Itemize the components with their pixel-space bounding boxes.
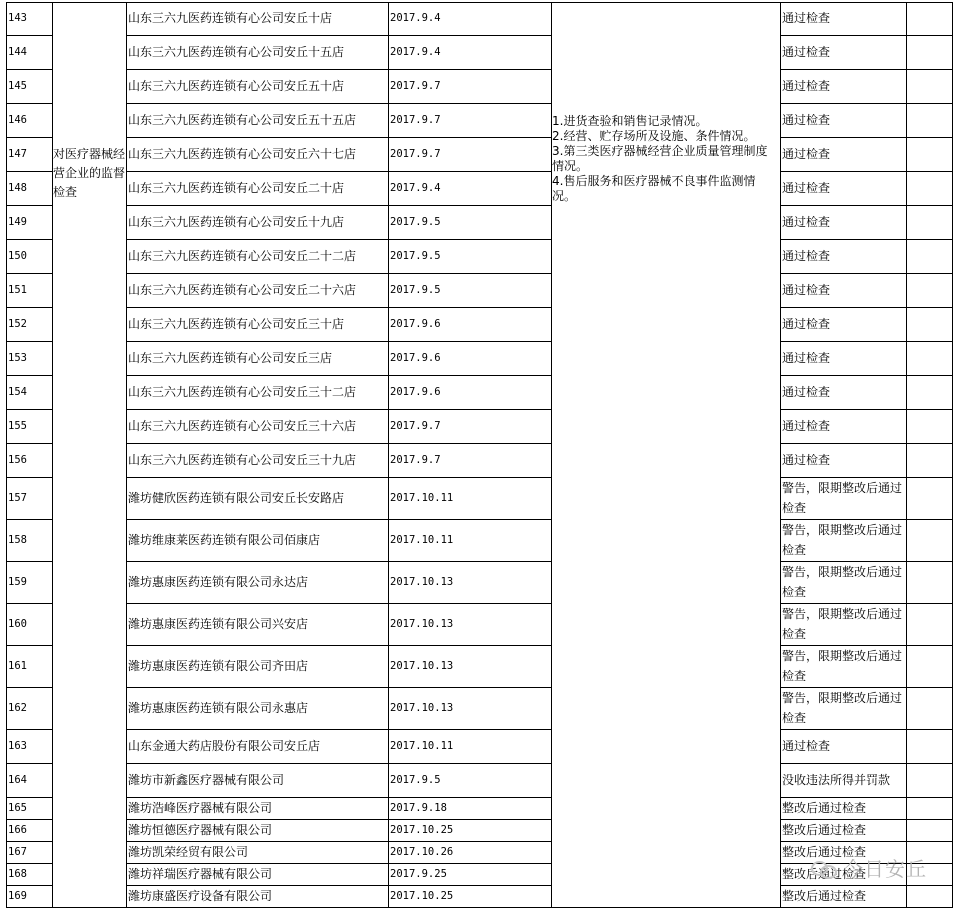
inspection-item: 3.第三类医疗器械经营企业质量管理制度情况。 — [552, 144, 768, 173]
company-name: 山东三六九医药连锁有心公司安丘十店 — [128, 11, 333, 25]
company-name: 山东三六九医药连锁有心公司安丘三十二店 — [128, 385, 357, 399]
inspection-date: 2017.9.18 — [390, 802, 447, 814]
inspection-result: 通过检查 — [782, 351, 831, 365]
row-number: 156 — [8, 454, 27, 466]
row-number: 151 — [8, 284, 27, 296]
inspection-date: 2017.10.13 — [390, 576, 454, 588]
inspection-date: 2017.10.25 — [390, 824, 454, 836]
inspection-date: 2017.9.7 — [390, 420, 441, 432]
row-number: 146 — [8, 114, 27, 126]
company-name: 山东三六九医药连锁有心公司安丘二十六店 — [128, 283, 357, 297]
inspection-result: 整改后通过检查 — [782, 845, 867, 859]
row-number: 149 — [8, 216, 27, 228]
inspection-result: 通过检查 — [782, 113, 831, 127]
inspection-date: 2017.10.26 — [390, 846, 454, 858]
row-number: 152 — [8, 318, 27, 330]
row-number: 160 — [8, 618, 27, 630]
row-number: 150 — [8, 250, 27, 262]
inspection-date: 2017.9.4 — [390, 12, 441, 24]
row-number: 143 — [8, 12, 27, 24]
inspection-date: 2017.9.5 — [390, 216, 441, 228]
table-row — [0, 69, 963, 103]
company-name: 山东三六九医药连锁有心公司安丘十九店 — [128, 215, 345, 229]
inspection-date: 2017.9.5 — [390, 774, 441, 786]
inspection-result: 没收违法所得并罚款 — [782, 773, 891, 787]
table-row — [0, 35, 963, 69]
row-number: 165 — [8, 802, 27, 814]
inspection-result: 警告，限期整改后通过检查 — [782, 649, 903, 683]
inspection-date: 2017.9.25 — [390, 868, 447, 880]
row-number: 162 — [8, 702, 27, 714]
inspection-result: 警告，限期整改后通过检查 — [782, 565, 903, 599]
inspection-result: 通过检查 — [782, 283, 831, 297]
inspection-result: 警告，限期整改后通过检查 — [782, 691, 903, 725]
table-row — [0, 239, 963, 273]
company-name: 潍坊惠康医药连锁有限公司齐田店 — [128, 659, 309, 673]
company-name: 潍坊恒德医疗器械有限公司 — [128, 823, 273, 837]
table-row — [0, 561, 963, 603]
table-row — [0, 341, 963, 375]
inspection-date: 2017.10.13 — [390, 702, 454, 714]
table-row — [0, 885, 963, 907]
table-row — [0, 797, 963, 819]
inspection-result: 警告，限期整改后通过检查 — [782, 607, 903, 641]
category-cell: 对医疗器械经营企业的监督检查 — [53, 147, 125, 199]
company-name: 潍坊惠康医药连锁有限公司永惠店 — [128, 701, 309, 715]
company-name: 潍坊浩峰医疗器械有限公司 — [128, 801, 273, 815]
company-name: 山东三六九医药连锁有心公司安丘五十五店 — [128, 113, 357, 127]
company-name: 山东三六九医药连锁有心公司安丘三十六店 — [128, 419, 357, 433]
company-name: 山东三六九医药连锁有心公司安丘三十九店 — [128, 453, 357, 467]
inspection-result: 通过检查 — [782, 739, 831, 753]
inspection-date: 2017.10.11 — [390, 740, 454, 752]
row-number: 148 — [8, 182, 27, 194]
table-row — [0, 645, 963, 687]
table-row — [0, 763, 963, 797]
row-number: 161 — [8, 660, 27, 672]
table-row — [0, 375, 963, 409]
company-name: 山东三六九医药连锁有心公司安丘六十七店 — [128, 147, 357, 161]
table-row — [0, 729, 963, 763]
company-name: 潍坊市新鑫医疗器械有限公司 — [128, 773, 285, 787]
company-name: 潍坊维康莱医药连锁有限公司佰康店 — [128, 533, 321, 547]
company-name: 山东三六九医药连锁有心公司安丘三十店 — [128, 317, 345, 331]
inspection-date: 2017.9.7 — [390, 114, 441, 126]
company-name: 潍坊健欣医药连锁有限公司安丘长安路店 — [128, 491, 345, 505]
row-number: 169 — [8, 890, 27, 902]
row-number: 166 — [8, 824, 27, 836]
inspection-result: 警告，限期整改后通过检查 — [782, 481, 903, 515]
inspection-result: 通过检查 — [782, 79, 831, 93]
inspection-result: 整改后通过检查 — [782, 823, 867, 837]
inspection-result: 通过检查 — [782, 215, 831, 229]
inspection-result: 通过检查 — [782, 11, 831, 25]
inspection-date: 2017.9.6 — [390, 318, 441, 330]
table-row — [0, 137, 963, 171]
inspection-date: 2017.10.25 — [390, 890, 454, 902]
inspection-date: 2017.9.5 — [390, 284, 441, 296]
company-name: 潍坊康盛医疗设备有限公司 — [128, 889, 273, 903]
row-number: 145 — [8, 80, 27, 92]
table-row — [0, 603, 963, 645]
row-number: 158 — [8, 534, 27, 546]
table-row — [0, 205, 963, 239]
row-number: 159 — [8, 576, 27, 588]
company-name: 潍坊惠康医药连锁有限公司永达店 — [128, 575, 309, 589]
inspection-date: 2017.10.13 — [390, 618, 454, 630]
inspection-result: 整改后通过检查 — [782, 801, 867, 815]
table-row — [0, 687, 963, 729]
inspection-result: 通过检查 — [782, 249, 831, 263]
row-number: 163 — [8, 740, 27, 752]
inspection-date: 2017.9.7 — [390, 80, 441, 92]
company-name: 山东三六九医药连锁有心公司安丘二十二店 — [128, 249, 357, 263]
inspection-result: 警告，限期整改后通过检查 — [782, 523, 903, 557]
inspection-result: 通过检查 — [782, 317, 831, 331]
inspection-date: 2017.9.7 — [390, 148, 441, 160]
inspection-date: 2017.9.4 — [390, 46, 441, 58]
inspection-item: 1.进货查验和销售记录情况。 — [552, 114, 708, 128]
table-row — [0, 307, 963, 341]
table-row — [0, 519, 963, 561]
row-number: 167 — [8, 846, 27, 858]
table-row — [0, 273, 963, 307]
inspection-result: 通过检查 — [782, 419, 831, 433]
watermark-text: 今日安丘 — [843, 857, 927, 881]
inspection-result: 整改后通过检查 — [782, 889, 867, 903]
inspection-result: 通过检查 — [782, 45, 831, 59]
wechat-watermark — [811, 853, 927, 882]
row-number: 157 — [8, 492, 27, 504]
inspection-date: 2017.10.11 — [390, 492, 454, 504]
company-name: 山东金通大药店股份有限公司安丘店 — [128, 739, 321, 753]
row-number: 155 — [8, 420, 27, 432]
inspection-date: 2017.10.11 — [390, 534, 454, 546]
company-name: 潍坊凯荣经贸有限公司 — [128, 845, 249, 859]
inspection-result: 通过检查 — [782, 181, 831, 195]
table-row — [0, 409, 963, 443]
inspection-date: 2017.9.5 — [390, 250, 441, 262]
inspection-date: 2017.10.13 — [390, 660, 454, 672]
inspection-result: 通过检查 — [782, 147, 831, 161]
inspection-date: 2017.9.6 — [390, 386, 441, 398]
inspection-result: 通过检查 — [782, 453, 831, 467]
company-name: 潍坊祥瑞医疗器械有限公司 — [128, 867, 273, 881]
row-number: 164 — [8, 774, 27, 786]
company-name: 山东三六九医药连锁有心公司安丘十五店 — [128, 45, 345, 59]
table-row — [0, 477, 963, 519]
table-row — [0, 819, 963, 841]
inspection-item: 4.售后服务和医疗器械不良事件监测情况。 — [552, 174, 756, 203]
row-number: 153 — [8, 352, 27, 364]
row-number: 168 — [8, 868, 27, 880]
company-name: 山东三六九医药连锁有心公司安丘三店 — [128, 351, 333, 365]
company-name: 山东三六九医药连锁有心公司安丘二十店 — [128, 181, 345, 195]
row-number: 144 — [8, 46, 27, 58]
inspection-result: 通过检查 — [782, 385, 831, 399]
table-row — [0, 103, 963, 137]
inspection-result: 整改后通过检查 — [782, 867, 867, 881]
wechat-logo-icon — [811, 859, 837, 877]
inspection-date: 2017.9.4 — [390, 182, 441, 194]
row-number: 154 — [8, 386, 27, 398]
table-row — [0, 171, 963, 205]
inspection-item: 2.经营、贮存场所及设施、条件情况。 — [552, 129, 756, 143]
inspection-date: 2017.9.7 — [390, 454, 441, 466]
inspection-date: 2017.9.6 — [390, 352, 441, 364]
company-name: 山东三六九医药连锁有心公司安丘五十店 — [128, 79, 345, 93]
table-row — [0, 2, 963, 35]
row-number: 147 — [8, 148, 27, 160]
table-row — [0, 443, 963, 477]
company-name: 潍坊惠康医药连锁有限公司兴安店 — [128, 617, 309, 631]
